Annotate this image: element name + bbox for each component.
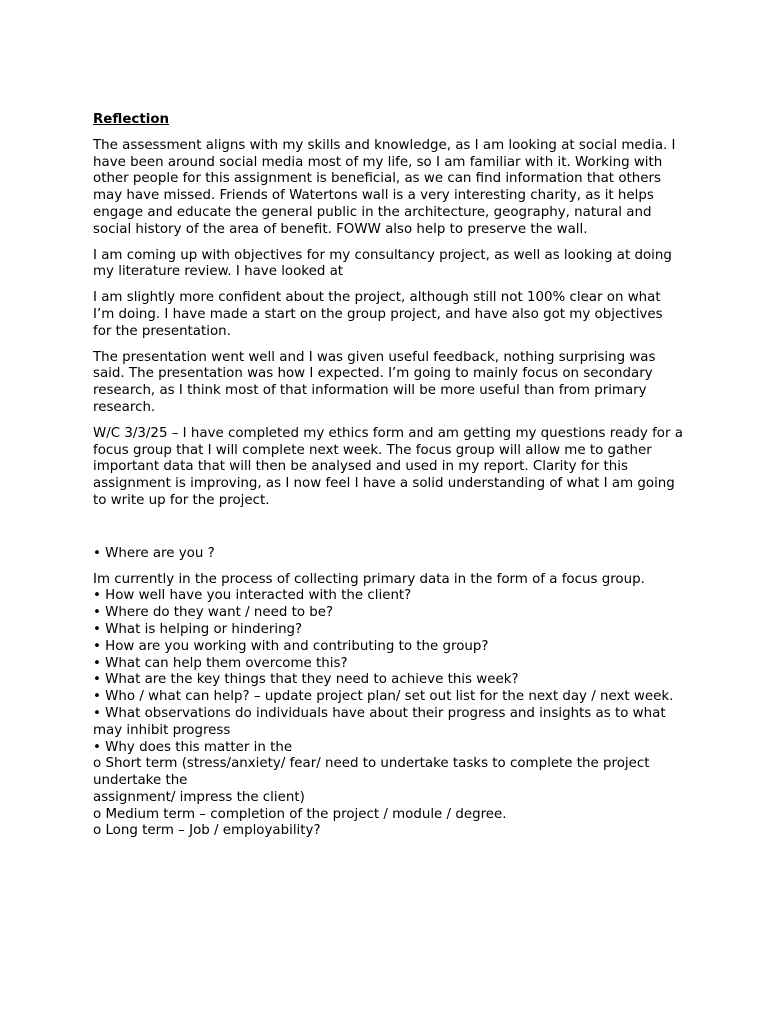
- list-item: • How well have you interacted with the client?: [93, 588, 412, 604]
- paragraph-status: Im currently in the process of collecting primary data in the form of a focus group.: [93, 571, 645, 587]
- list-item: • How are you working with and contributing to the group?: [93, 638, 489, 654]
- list-item: • Why does this matter in the: [93, 739, 293, 755]
- list-item: o Long term – Job / employability?: [93, 823, 321, 839]
- bullet-where-are-you: • Where are you ?: [93, 545, 215, 561]
- status-block: [93, 572, 683, 841]
- list-item: o Medium term – completion of the project / module / degree.: [93, 806, 507, 822]
- list-item: • What is helping or hindering?: [93, 621, 303, 637]
- paragraph-ethics: W/C 3/3/25 – I have completed my ethics form and am getting my questions ready for a focus group that I will complete next week. The focus group will allow me to gather important data that will then be analysed and used in my report. Clarity for this assignment is improving, as I now feel I have a solid understanding of what I am going to write up for the project.: [93, 425, 683, 508]
- reflection-heading: Reflection: [93, 112, 170, 127]
- list-item: • Where do they want / need to be?: [93, 605, 334, 621]
- paragraph-skills: The assessment aligns with my skills and knowledge, as I am looking at social media. I have been around social media most of my life, so I am familiar with it. Working with other people for this assignment is beneficial, as we can find information that others may have missed. Friends of Watertons wall is a very interesting charity, as it helps engage and educate the general public in the architecture, geography, natural and social history of the area of benefit. FOWW also help to preserve the wall.: [93, 137, 676, 237]
- paragraph-presentation: The presentation went well and I was given useful feedback, nothing surprising was said. The presentation was how I expected. I’m going to mainly focus on secondary research, as I think most of that information will be more useful than from primary research.: [93, 349, 656, 415]
- list-item: assignment/ impress the client): [93, 789, 305, 805]
- list-item: • Who / what can help? – update project plan/ set out list for the next day / next week.: [93, 689, 674, 705]
- list-item: • What observations do individuals have about their progress and insights as to what may inhibit progress: [93, 705, 666, 738]
- document-page: [93, 112, 683, 840]
- paragraph-confidence: I am slightly more confident about the project, although still not 100% clear on what I’m doing. I have made a start on the group project, and have also got my objectives for the presentation.: [93, 290, 663, 339]
- list-item: • What are the key things that they need to achieve this week?: [93, 672, 519, 688]
- paragraph-objectives: I am coming up with objectives for my consultancy project, as well as looking at doing my literature review. I have looked at: [93, 247, 672, 280]
- list-item: o Short term (stress/anxiety/ fear/ need to undertake tasks to complete the project undertake the: [93, 756, 650, 789]
- blank-line: [93, 519, 683, 546]
- list-item: • What can help them overcome this?: [93, 655, 348, 671]
